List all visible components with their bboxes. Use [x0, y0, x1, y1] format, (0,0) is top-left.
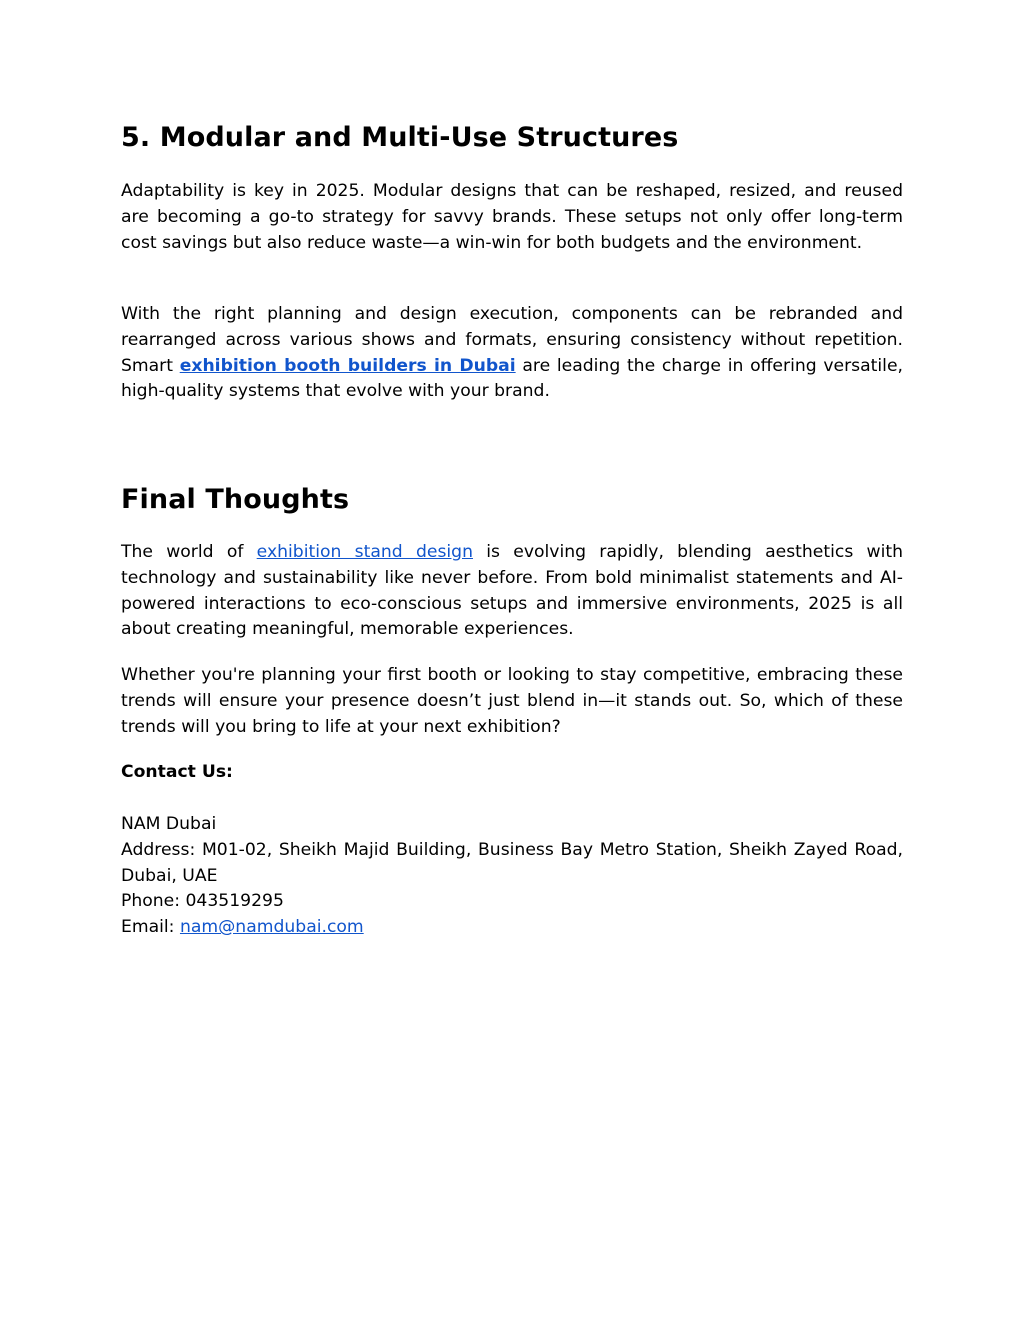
paragraph-planning — [121, 302, 903, 405]
paragraph-world-of-design — [121, 540, 903, 643]
link-exhibition-stand-design[interactable]: exhibition stand design — [256, 542, 473, 562]
section-heading-modular: 5. Modular and Multi-Use Structures — [121, 122, 679, 153]
paragraph-text: is evolving rapidly, blending aesthetics with technology and sustainability like never before. From bold minimalist statements and AI-powered interactions to eco-conscious setups and immersive environments, 2025 is all about creating meaningful, memorable experiences. — [121, 542, 904, 640]
paragraph-text: With the right planning and design execution, components can be rebranded and rearranged across various shows and formats, ensuring consistency without repetition. Smart — [121, 304, 903, 376]
email-line — [121, 915, 903, 941]
email-link[interactable]: nam@namdubai.com — [179, 917, 364, 938]
company-name: NAM Dubai — [121, 814, 217, 834]
paragraph-closing-question: Whether you're planning your first booth or looking to stay competitive, embracing these trends will ensure your presence doesn’t just blend in—it stands out. So, which of these trends will you bring to life at your next exhibition? — [121, 665, 903, 737]
address-line: Address: M01-02, Sheikh Majid Building, Business Bay Metro Station, Sheikh Zayed Road, Dubai, UAE — [121, 839, 903, 886]
phone-line: Phone: 043519295 — [121, 891, 284, 912]
link-exhibition-booth-builders[interactable]: exhibition booth builders in Dubai — [179, 355, 516, 376]
contact-details — [121, 812, 903, 941]
paragraph-text: The world of — [121, 542, 257, 562]
paragraph-adaptability: Adaptability is key in 2025. Modular designs that can be reshaped, resized, and reused are becoming a go-to strategy for savvy brands. These setups not only offer long-term cost savings but also reduce waste—a win-win for both budgets and the environment. — [121, 181, 903, 253]
paragraph-text: are leading the charge in offering versatile, high-quality systems that evolve with your brand. — [121, 355, 903, 402]
email-label: Email: — [121, 917, 180, 938]
contact-heading: Contact Us: — [121, 762, 233, 782]
section-heading-final-thoughts: Final Thoughts — [121, 484, 350, 515]
